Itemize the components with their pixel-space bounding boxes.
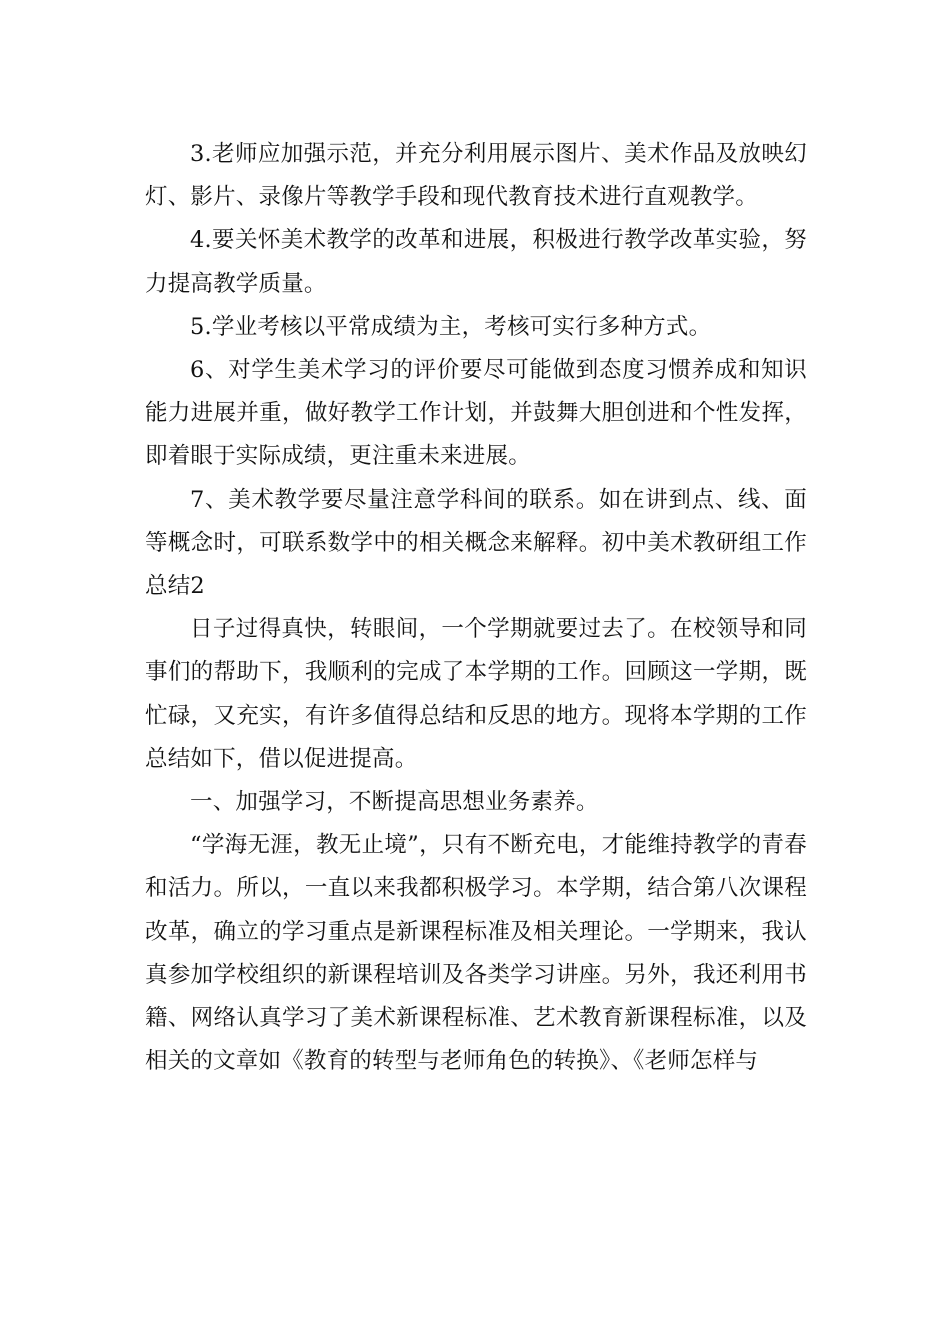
paragraph-item-3: 3.老师应加强示范，并充分利用展示图片、美术作品及放映幻灯、影片、录像片等教学手段和现代教育技术进行直观教学。 [145, 141, 807, 211]
document-body [145, 133, 807, 1083]
section-heading-1: 一、加强学习，不断提高思想业务素养。 [190, 789, 599, 816]
paragraph-item-6: 6、对学生美术学习的评价要尽可能做到态度习惯养成和知识能力进展并重，做好教学工作计划，并鼓舞大胆创进和个性发挥，即着眼于实际成绩，更注重未来进展。 [145, 357, 807, 470]
paragraph-study: “学海无涯，教无止境”，只有不断充电，才能维持教学的青春和活力。所以，一直以来我都积极学习。本学期，结合第八次课程改革，确立的学习重点是新课程标准及相关理论。一学期来，我认真参加学校组织的新课程培训及各类学习讲座。另外，我还利用书籍、网络认真学习了美术新课程标准、艺术教育新课程标准，以及相关的文章如《教育的转型与老师角色的转换》、《老师怎样与 [145, 832, 807, 1075]
paragraph-item-7: 7、美术教学要尽量注意学科间的联系。如在讲到点、线、面等概念时，可联系数学中的相关概念来解释。初中美术教研组工作总结2 [145, 486, 807, 600]
paragraph-item-4: 4.要关怀美术教学的改革和进展，积极进行教学改革实验，努力提高教学质量。 [145, 227, 807, 297]
paragraph-item-5: 5.学业考核以平常成绩为主，考核可实行多种方式。 [190, 313, 712, 340]
paragraph-intro: 日子过得真快，转眼间，一个学期就要过去了。在校领导和同事们的帮助下，我顺利的完成了本学期的工作。回顾这一学期，既忙碌，又充实，有许多值得总结和反思的地方。现将本学期的工作总结如下，借以促进提高。 [145, 616, 807, 772]
